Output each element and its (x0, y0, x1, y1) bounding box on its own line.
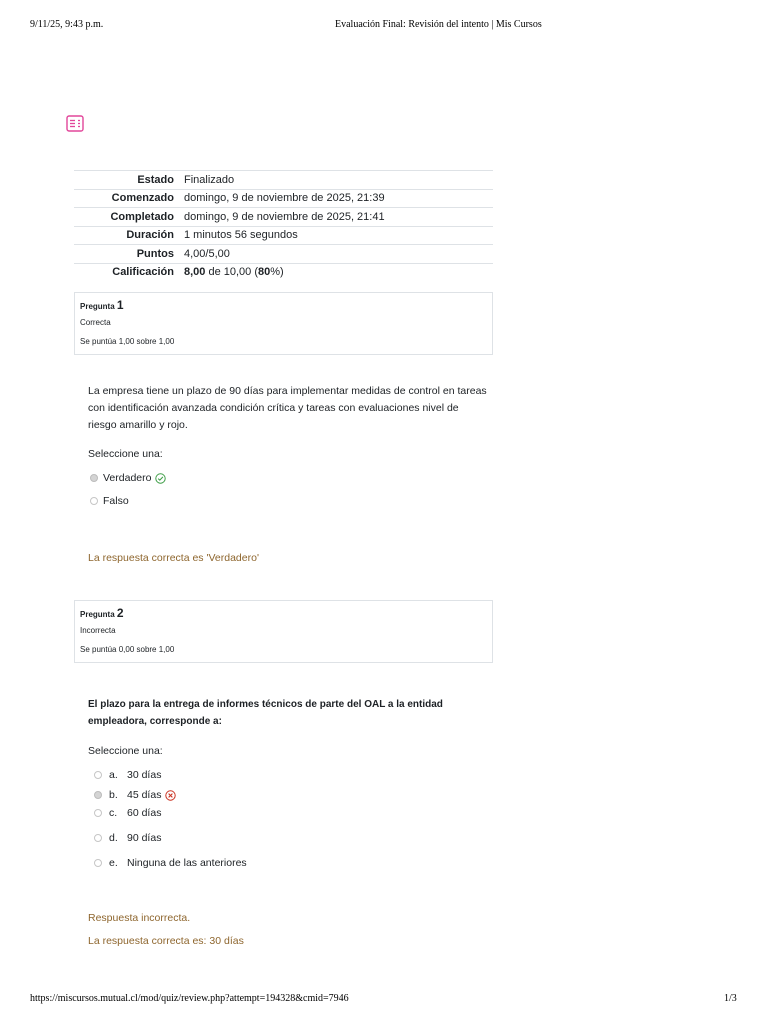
option-letter: a. (109, 769, 118, 781)
question-1-right-answer: La respuesta correcta es 'Verdadero' (88, 552, 259, 564)
option-letter: c. (109, 807, 118, 819)
option-label: 90 días (127, 832, 162, 844)
quiz-navigation-icon[interactable] (66, 115, 84, 132)
print-page-title: Evaluación Final: Revisión del intento | Mis Cursos (335, 19, 542, 30)
radio-button[interactable] (94, 809, 102, 817)
question-2-text: El plazo para la entrega de informes técnicos de parte del OAL a la entidad empleadora, corresponde a: (88, 699, 443, 727)
summary-row-completed (74, 208, 493, 227)
question-number-value: 2 (116, 606, 124, 620)
print-datetime: 9/11/25, 9:43 p.m. (30, 19, 104, 30)
question-label: Pregunta (80, 302, 115, 311)
summary-label: Comenzado (74, 189, 184, 208)
radio-button[interactable] (90, 497, 98, 505)
summary-row-points (74, 245, 493, 264)
radio-button[interactable] (94, 771, 102, 779)
radio-button[interactable] (94, 791, 102, 799)
question-1-option-false[interactable] (90, 494, 129, 508)
question-grade: Se puntúa 1,00 sobre 1,00 (80, 337, 175, 346)
question-number (80, 298, 124, 312)
print-page-number: 1/3 (724, 993, 737, 1004)
option-label: Verdadero (103, 472, 152, 484)
summary-value: domingo, 9 de noviembre de 2025, 21:39 (184, 189, 493, 208)
question-2-option-a[interactable] (94, 768, 161, 782)
question-state: Incorrecta (80, 626, 116, 635)
radio-button[interactable] (90, 474, 98, 482)
grade-score: 8,00 (184, 266, 206, 279)
print-url: https://miscursos.mutual.cl/mod/quiz/review.php?attempt=194328&cmid=7946 (30, 993, 349, 1004)
option-letter: b. (109, 789, 118, 801)
grade-percent: 80 (258, 266, 271, 279)
summary-row-grade (74, 263, 493, 281)
question-2-option-e[interactable] (94, 856, 247, 870)
summary-label: Calificación (74, 263, 184, 281)
question-1-option-true[interactable] (90, 471, 166, 485)
option-letter: e. (109, 857, 118, 869)
question-grade: Se puntúa 0,00 sobre 1,00 (80, 645, 175, 654)
question-2-option-d[interactable] (94, 831, 161, 845)
option-label: 60 días (127, 807, 162, 819)
summary-value: domingo, 9 de noviembre de 2025, 21:41 (184, 208, 493, 227)
option-label: 30 días (127, 769, 162, 781)
summary-grade-value (184, 263, 493, 281)
option-label: Falso (103, 495, 129, 507)
question-2-option-b[interactable] (94, 788, 176, 802)
radio-button[interactable] (94, 859, 102, 867)
attempt-summary-table (74, 170, 493, 281)
question-number-value: 1 (116, 298, 124, 312)
question-label: Pregunta (80, 610, 115, 619)
x-circle-icon (165, 790, 176, 801)
summary-value: 4,00/5,00 (184, 245, 493, 264)
option-label: 45 días (127, 789, 162, 801)
grade-suffix: %) (270, 266, 284, 279)
question-1-text: La empresa tiene un plazo de 90 días para implementar medidas de control en tareas con identificación avanzada condición crítica y tareas con evaluaciones nivel de riesgo amarillo y rojo. (88, 385, 487, 431)
option-label: Ninguna de las anteriores (127, 857, 247, 869)
question-2-prompt: Seleccione una: (88, 745, 163, 757)
summary-row-duration (74, 226, 493, 245)
summary-label: Completado (74, 208, 184, 227)
summary-label: Puntos (74, 245, 184, 264)
question-2-option-c[interactable] (94, 806, 161, 820)
question-2-feedback: Respuesta incorrecta. (88, 912, 191, 924)
summary-row-started (74, 189, 493, 208)
option-letter: d. (109, 832, 118, 844)
question-2-right-answer: La respuesta correcta es: 30 días (88, 935, 244, 947)
summary-value: 1 minutos 56 segundos (184, 226, 493, 245)
summary-label: Duración (74, 226, 184, 245)
grade-of: de 10,00 ( (205, 266, 259, 279)
summary-row-state (74, 171, 493, 190)
question-1-info (74, 292, 493, 355)
summary-value: Finalizado (184, 171, 493, 190)
radio-button[interactable] (94, 834, 102, 842)
check-circle-icon (155, 473, 166, 484)
question-1-prompt: Seleccione una: (88, 448, 163, 460)
question-state: Correcta (80, 318, 111, 327)
question-number (80, 606, 124, 620)
summary-label: Estado (74, 171, 184, 190)
question-2-info (74, 600, 493, 663)
